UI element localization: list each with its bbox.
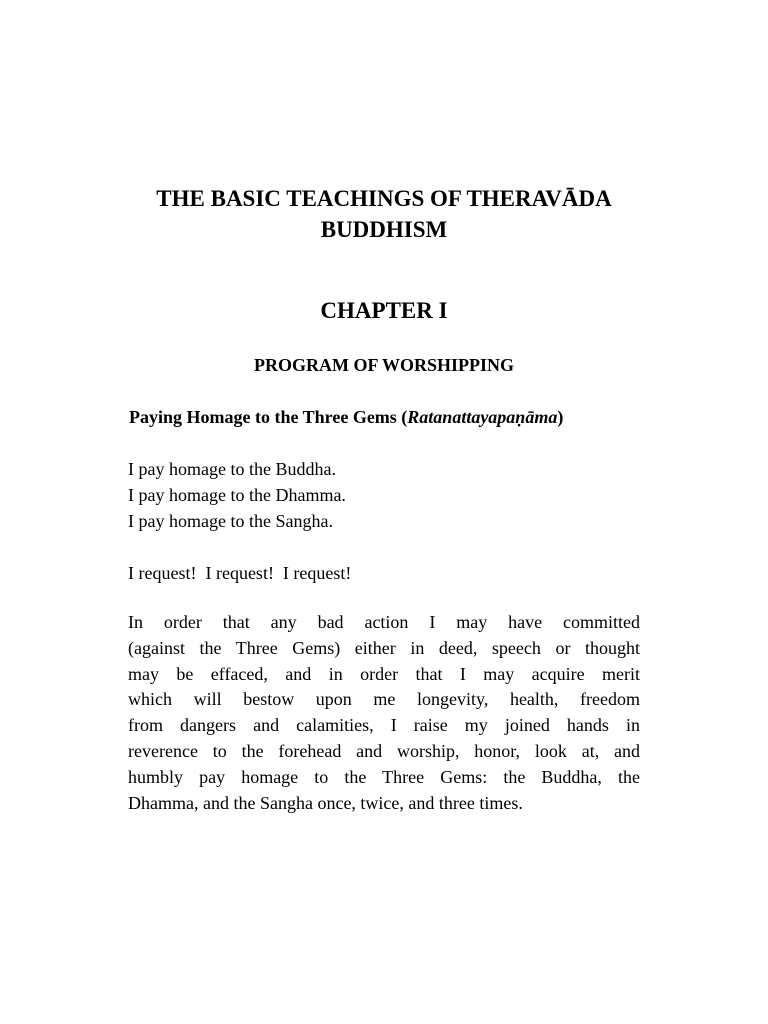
subsection-heading-pali-term: Ratanattayapaṇāma bbox=[407, 407, 558, 427]
subsection-heading bbox=[129, 405, 649, 429]
homage-line-dhamma: I pay homage to the Dhamma. bbox=[128, 485, 346, 505]
subsection-heading-suffix: ) bbox=[557, 407, 564, 427]
homage-line-buddha: I pay homage to the Buddha. bbox=[128, 459, 336, 479]
paragraph-line: Dhamma, and the Sangha once, twice, and three times. bbox=[128, 792, 523, 813]
book-title bbox=[100, 183, 668, 245]
homage-line-sangha: I pay homage to the Sangha. bbox=[128, 511, 333, 531]
subsection-heading-prefix: Paying Homage to the Three Gems ( bbox=[129, 407, 408, 427]
paragraph-line: In order that any bad action I may have committed bbox=[128, 612, 640, 632]
homage-lines bbox=[128, 456, 346, 534]
paragraph-line: from dangers and calamities, I raise my joined hands in bbox=[128, 715, 640, 736]
request-line: I request! I request! I request! bbox=[128, 563, 352, 583]
paragraph-line: may be effaced, and in order that I may acquire merit bbox=[128, 663, 640, 684]
chapter-heading: CHAPTER I bbox=[320, 298, 448, 323]
section-heading: PROGRAM OF WORSHIPPING bbox=[254, 355, 514, 375]
paragraph-line: reverence to the forehead and worship, honor, look at, and bbox=[128, 740, 640, 761]
paragraph-line: (against the Three Gems) either in deed, speech or thought bbox=[128, 637, 640, 658]
book-title-line-1: THE BASIC TEACHINGS OF THERAVĀDA bbox=[156, 186, 612, 211]
body-paragraph bbox=[128, 610, 640, 816]
paragraph-line: which will bestow upon me longevity, health, freedom bbox=[128, 689, 640, 710]
paragraph-line: humbly pay homage to the Three Gems: the Buddha, the bbox=[128, 766, 640, 787]
book-title-line-2: BUDDHISM bbox=[320, 217, 448, 242]
